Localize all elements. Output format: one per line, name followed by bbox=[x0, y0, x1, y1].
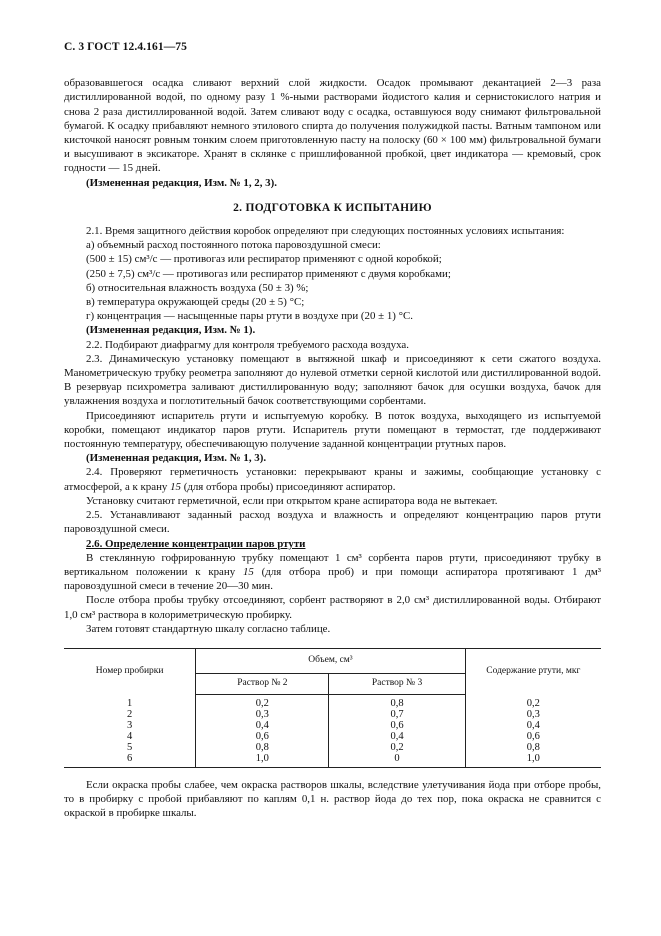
table-row bbox=[64, 753, 601, 768]
table-cell: 1,0 bbox=[196, 753, 329, 768]
table-cell: 0,2 bbox=[465, 694, 601, 709]
table-cell: 0,8 bbox=[329, 694, 465, 709]
clause-2-4-continued: Установку считают герметичной, если при открытом кране аспиратора вода не вытекает. bbox=[86, 494, 498, 507]
table-cell: 5 bbox=[127, 741, 133, 753]
edition-note-3: (Измененная редакция, Изм. № 1, 3). bbox=[86, 452, 267, 465]
table-row bbox=[64, 720, 601, 731]
table-cell: 0,2 bbox=[196, 694, 329, 709]
column-header-solution-3: Раствор № 3 bbox=[329, 673, 465, 694]
clause-2-6-title: 2.6. Определение концентрации паров ртути bbox=[86, 537, 306, 550]
clause-2-6-a bbox=[64, 551, 601, 594]
table-cell: 1 bbox=[127, 697, 133, 709]
column-header-mercury-content: Содержание ртути, мкг bbox=[465, 648, 601, 694]
list-item: г) концентрация — насыщенные пары ртути в воздухе при (20 ± 1) °С. bbox=[86, 310, 413, 323]
intro-paragraph: образовавшегося осадка сливают верхний слой жидкости. Осадок промывают декантацией 2—3 раза дистиллированной водой, по одному разу 1 %-ными растворами йодистого калия и сернистокислого натрия и снова 2 раза дистиллированной водой. Затем сливают воду с осадка, оставшуюся воду снимают фильтровальной бумагой. К осадку прибавляют немного этилового спирта до получения полужидкой пасты. Ватным тампоном или кисточкой наносят ровным тонким слоем приготовленную пасту на полоску (60 × 100 мм) фильтровальной бумаги и высушивают в эксикаторе. Хранят в склянке с пришлифованной пробкой, цвет индикатора — кремовый, срок годности — 15 дней. bbox=[64, 77, 601, 175]
table-cell: 0,4 bbox=[329, 731, 465, 742]
valve-number: 15 bbox=[170, 480, 181, 493]
section-title: 2. ПОДГОТОВКА К ИСПЫТАНИЮ bbox=[233, 201, 432, 214]
table-cell: 6 bbox=[64, 753, 196, 768]
clause-2-6-a-text-2: (для отбора проб) и при помощи аспиратора протягивают 1 дм³ паровоздушной смеси в течение 20—30 мин. bbox=[64, 565, 601, 593]
document-page bbox=[64, 40, 601, 821]
table-cell: 0,8 bbox=[196, 742, 329, 753]
column-header-volume: Объем, см³ bbox=[196, 648, 465, 673]
conditions-list bbox=[64, 238, 601, 323]
clause-2-5: 2.5. Устанавливают заданный расход воздуха и влажность и определяют концентрацию паров ртути паровоздушной смеси. bbox=[64, 509, 601, 536]
table-cell: 0,6 bbox=[465, 731, 601, 742]
table-row bbox=[64, 709, 601, 720]
table-cell: 0,4 bbox=[465, 720, 601, 731]
clause-2-3-continued: Присоединяют испаритель ртути и испытуемую коробку. В поток воздуха, выходящего из испытуемой коробки, помещают индикатор паров ртути. Испаритель ртути помещают в термостат, где поддерживают постоянную температуру, обеспечивающую получение заданной концентрации ртутных паров. bbox=[64, 409, 601, 451]
valve-number: 15 bbox=[242, 565, 254, 578]
page-header: С. 3 ГОСТ 12.4.161—75 bbox=[64, 41, 187, 53]
list-item: а) объемный расход постоянного потока паровоздушной смеси: bbox=[86, 239, 381, 252]
list-item: (500 ± 15) см³/с — противогаз или респиратор применяют с одной коробкой; bbox=[86, 253, 442, 266]
standard-scale-table bbox=[64, 648, 601, 768]
table-cell: 2 bbox=[127, 708, 133, 720]
table-cell: 4 bbox=[127, 730, 133, 742]
table-row bbox=[64, 742, 601, 753]
table-cell: 0,7 bbox=[329, 709, 465, 720]
clause-2-1: 2.1. Время защитного действия коробок определяют при следующих постоянных условиях испытания: bbox=[86, 225, 565, 238]
column-header-tube-number: Номер пробирки bbox=[64, 648, 196, 694]
table-cell: 0,3 bbox=[465, 709, 601, 720]
column-header-solution-2: Раствор № 2 bbox=[196, 673, 329, 694]
table-row bbox=[64, 731, 601, 742]
clause-2-2: 2.2. Подбирают диафрагму для контроля требуемого расхода воздуха. bbox=[86, 338, 409, 351]
clause-2-6-a-text-1: В стеклянную гофрированную трубку помещают 1 см³ сорбента паров ртути, присоединяют трубку в вертикальном положении к крану bbox=[64, 551, 601, 578]
table-cell: 0,6 bbox=[196, 731, 329, 742]
table-cell: 0 bbox=[329, 753, 465, 768]
table-row bbox=[64, 694, 601, 709]
edition-note-2: (Измененная редакция, Изм. № 1). bbox=[86, 324, 256, 337]
clause-2-4-text-a: 2.4. Проверяют герметичность установки: перекрывают краны и зажимы, сообщающие установку с атмосферой, а к крану bbox=[64, 466, 601, 493]
list-item: б) относительная влажность воздуха (50 ± 3) %; bbox=[86, 281, 309, 294]
table-cell: 3 bbox=[127, 719, 133, 731]
table-cell: 0,6 bbox=[329, 720, 465, 731]
table-cell: 0,4 bbox=[196, 720, 329, 731]
final-paragraph: Если окраска пробы слабее, чем окраска растворов шкалы, вследствие улетучивания йода при отборе пробы, то в пробирку с пробой прибавляют по каплям 0,1 н. раствор йода до тех пор, пока окраска не сравнится с окраской в пробирке шкалы. bbox=[64, 778, 601, 820]
edition-note-1: (Измененная редакция, Изм. № 1, 2, 3). bbox=[86, 176, 277, 189]
table-cell: 1,0 bbox=[465, 753, 601, 768]
clause-2-6-heading bbox=[64, 537, 601, 551]
list-item: (250 ± 7,5) см³/с — противогаз или респиратор применяют с двумя коробками; bbox=[86, 267, 451, 280]
table-cell: 0,8 bbox=[465, 742, 601, 753]
clause-2-3: 2.3. Динамическую установку помещают в вытяжной шкаф и присоединяют к сети сжатого воздуха. Манометрическую трубку реометра заполняют до нулевой отметки серной кислотой или дистиллированной водой. В резервуар психрометра заливают дистиллированную воду; заполняют бачок для осушки воздуха, бачок для увлажнения воздуха и поглотительный бачок соответствующими сорбентами. bbox=[64, 352, 601, 408]
table-cell: 0,2 bbox=[329, 742, 465, 753]
clause-2-6-b: После отбора пробы трубку отсоединяют, сорбент растворяют в 2,0 см³ дистиллированной воды. Отбирают 1,0 см³ раствора в колориметрическую пробирку. bbox=[64, 594, 601, 621]
clause-2-4 bbox=[64, 465, 601, 493]
table-cell: 0,3 bbox=[196, 709, 329, 720]
clause-2-6-c: Затем готовят стандартную шкалу согласно таблице. bbox=[86, 622, 331, 635]
clause-2-4-text-b: (для отбора пробы) присоединяют аспиратор. bbox=[180, 480, 396, 493]
list-item: в) температура окружающей среды (20 ± 5) °С; bbox=[86, 296, 305, 309]
